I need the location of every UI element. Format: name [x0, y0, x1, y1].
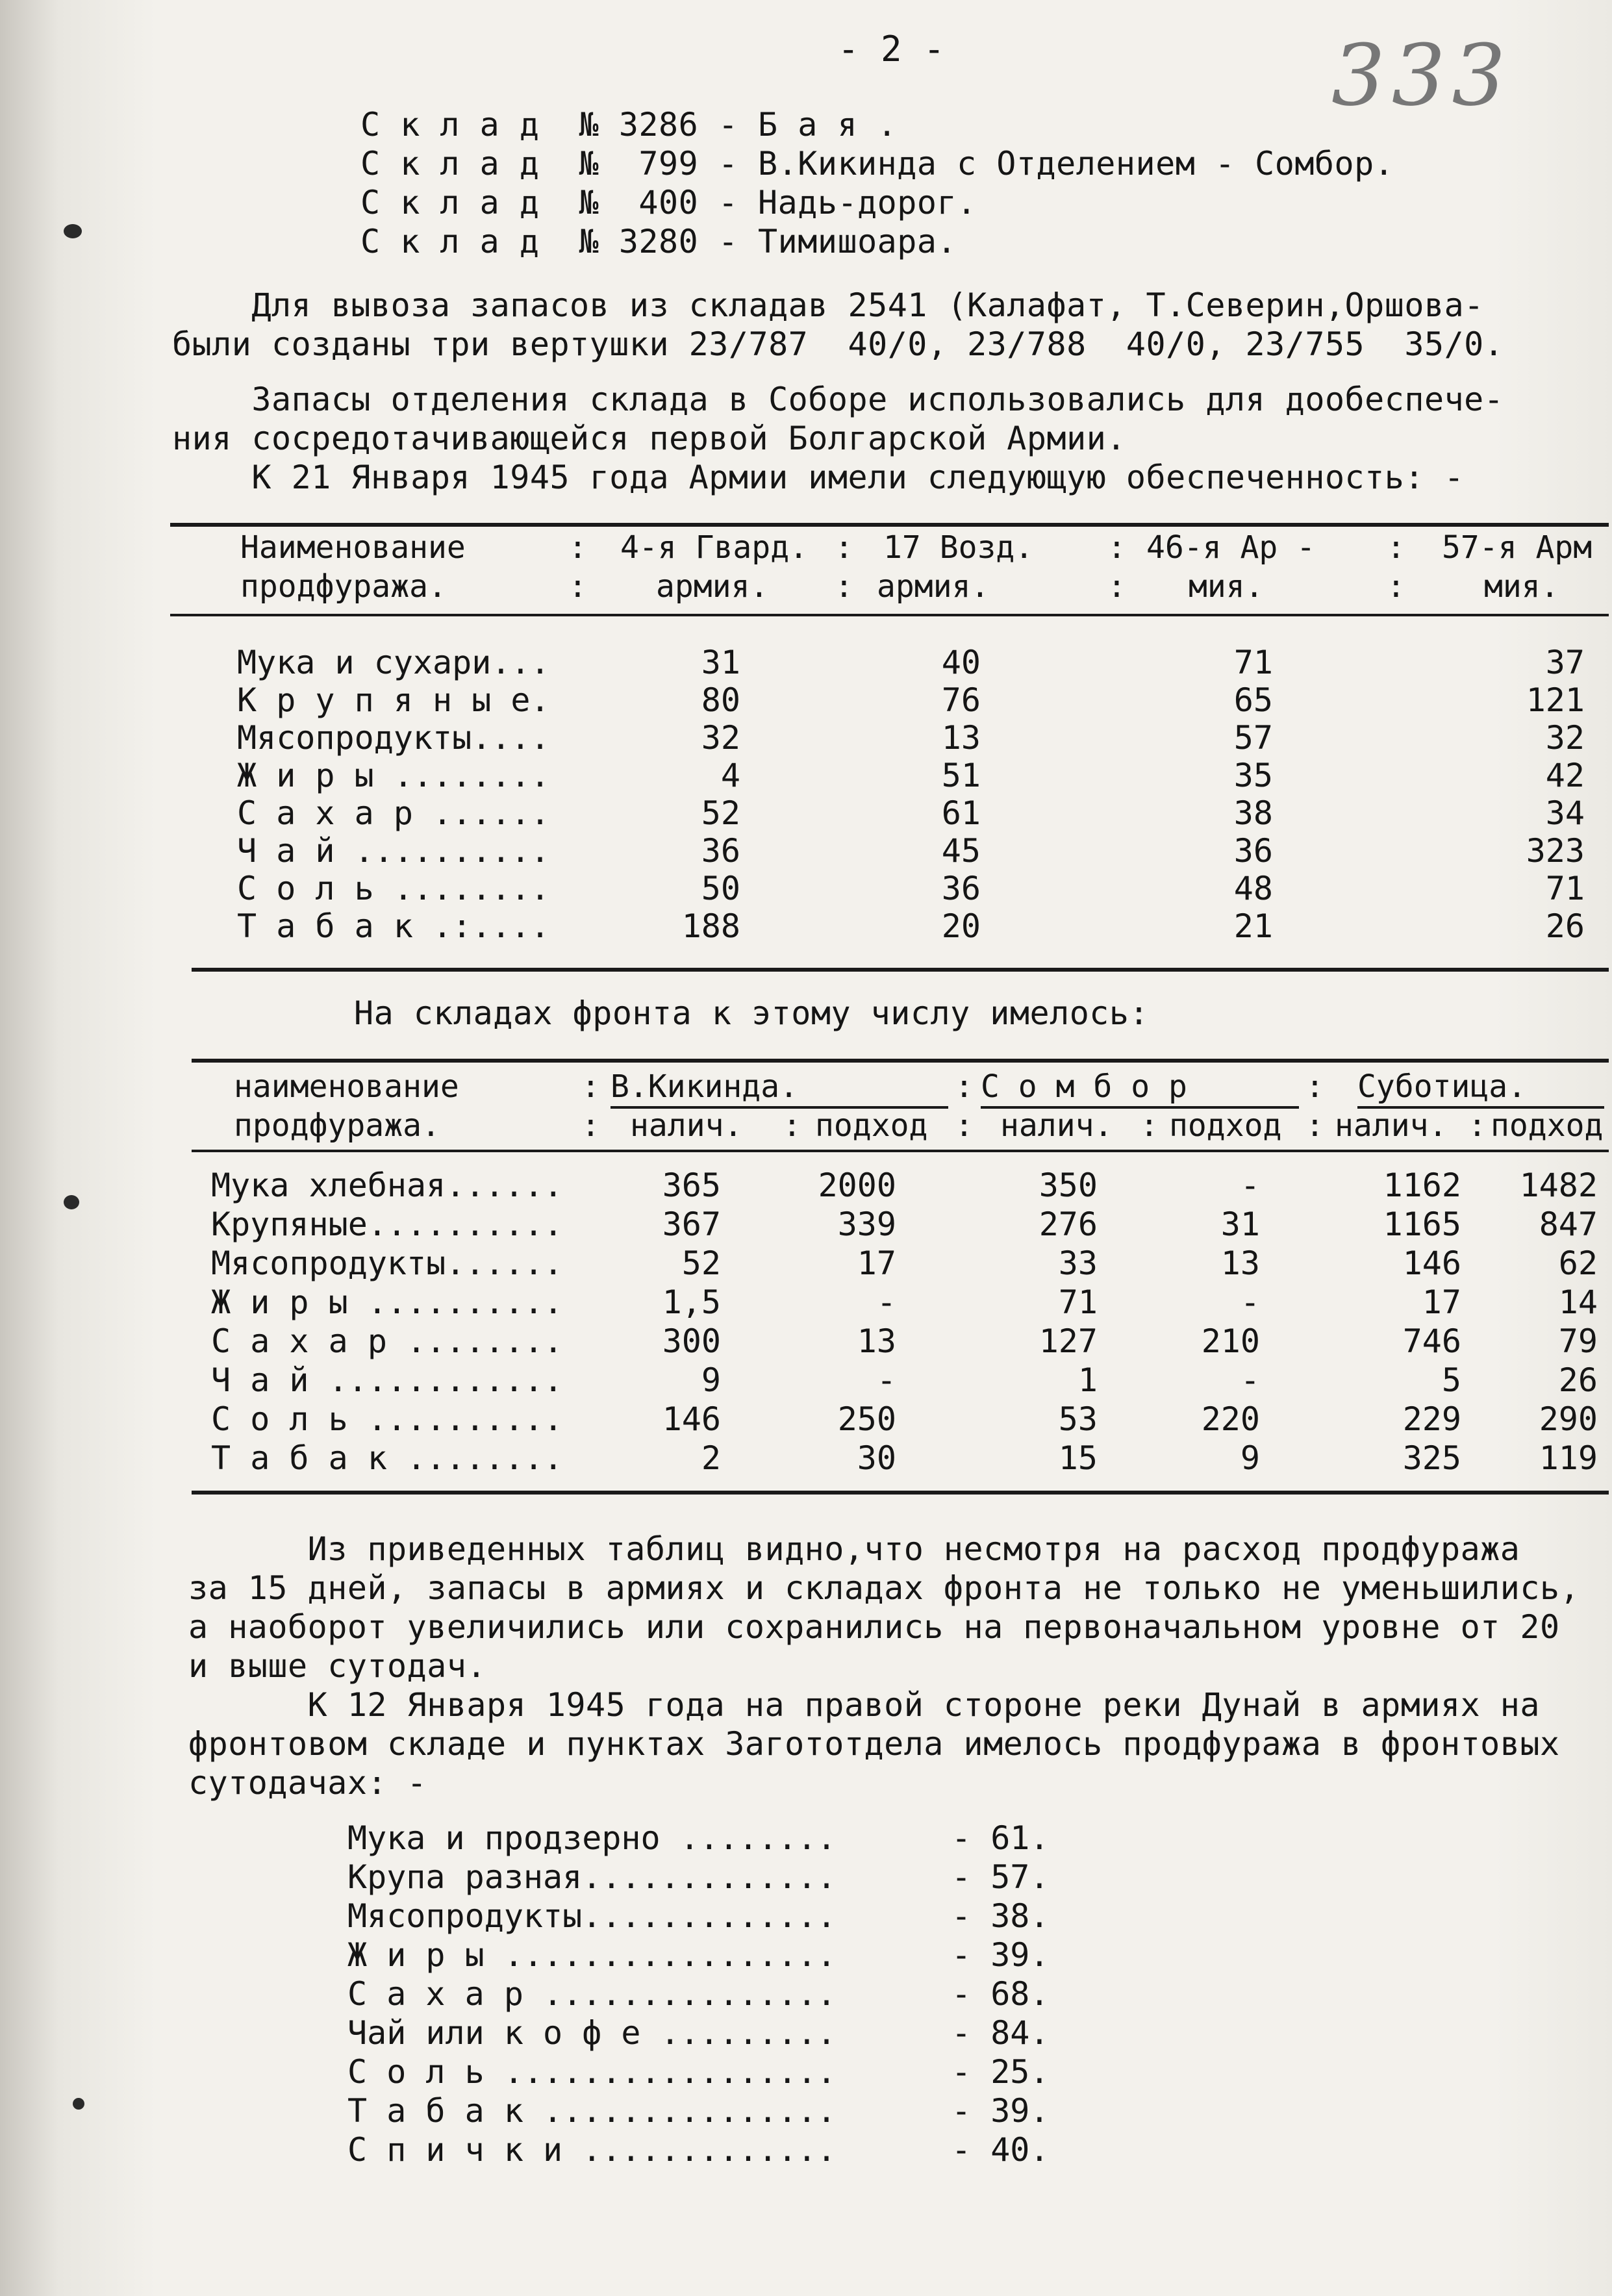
table-cell: 5 [1441, 1361, 1461, 1399]
table-cell: 53 [1058, 1400, 1098, 1438]
punch-hole-mark [64, 224, 82, 238]
table-cell: 20 [941, 907, 981, 945]
table-cell: 51 [941, 757, 981, 794]
table-cell: 48 [1233, 870, 1273, 907]
table-cell: 146 [662, 1400, 721, 1438]
column-separator: : [1107, 568, 1126, 605]
table-cell: 40 [941, 644, 981, 681]
table-header-group: С о м б о р [981, 1068, 1299, 1109]
table-header-subcolumn: подход [1491, 1107, 1604, 1144]
table-cell: 14 [1558, 1283, 1598, 1321]
paragraph-line: К 12 Января 1945 года на правой стороне реки Дунай в армиях на [188, 1686, 1540, 1724]
table-cell: 229 [1402, 1400, 1461, 1438]
table-row-label: Ж и р ы ........ [237, 757, 550, 794]
table-cell: 32 [701, 719, 740, 757]
column-separator: : [835, 529, 853, 566]
punch-hole-mark [73, 2098, 84, 2110]
table-cell: - [1240, 1167, 1260, 1204]
column-separator: : [1468, 1107, 1487, 1144]
table-cell: 79 [1558, 1322, 1598, 1360]
table-rule [192, 1150, 1609, 1152]
depot-line: С к л а д № 3280 - Тимишоара. [360, 223, 957, 260]
table-cell: 17 [857, 1244, 896, 1282]
list-item-label: С а х а р ............... [347, 1975, 837, 2013]
table-header-label: продфуража. [240, 568, 447, 605]
table-cell: 9 [701, 1361, 721, 1399]
table-cell: 42 [1545, 757, 1585, 794]
table-cell: 250 [837, 1400, 896, 1438]
table-cell: 339 [837, 1205, 896, 1243]
table-cell: 71 [1545, 870, 1585, 907]
table-cell: 26 [1558, 1361, 1598, 1399]
list-item-value: - 25. [951, 2053, 1050, 2091]
table-cell: 290 [1539, 1400, 1598, 1438]
table-cell: 76 [941, 681, 981, 719]
paragraph-line: за 15 дней, запасы в армиях и складах фронта не только не уменьшились, [188, 1569, 1580, 1607]
table-header-subcolumn: налич. [1000, 1107, 1113, 1144]
column-separator: : [955, 1068, 974, 1105]
table-header-column: 17 Возд. [883, 529, 1034, 566]
page-number: - 2 - [838, 29, 946, 69]
column-separator: : [955, 1107, 974, 1144]
table-cell: 300 [662, 1322, 721, 1360]
table-cell: 71 [1058, 1283, 1098, 1321]
depot-line: С к л а д № 3286 - Б а я . [360, 106, 898, 144]
column-separator: : [581, 1107, 600, 1144]
table-cell: 1482 [1519, 1167, 1598, 1204]
table-row-label: С о л ь ........ [237, 870, 550, 907]
list-item-value: - 61. [951, 1819, 1050, 1857]
list-item-value: - 57. [951, 1858, 1050, 1896]
paragraph-line: фронтовом складе и пунктах Загототдела имелось продфуража в фронтовых [188, 1725, 1560, 1763]
table-row-label: С а х а р ........ [211, 1322, 563, 1360]
table-row-label: С о л ь .......... [211, 1400, 563, 1438]
table-cell: 210 [1201, 1322, 1260, 1360]
table-cell: 13 [857, 1322, 896, 1360]
column-separator: : [783, 1107, 801, 1144]
paragraph-line: были созданы три вертушки 23/787 40/0, 23/788 40/0, 23/755 35/0. [172, 325, 1504, 363]
table-cell: 847 [1539, 1205, 1598, 1243]
table-cell: 746 [1402, 1322, 1461, 1360]
table-header-column: 4-я Гвард. [620, 529, 808, 566]
table-cell: 220 [1201, 1400, 1260, 1438]
table-cell: 1 [1077, 1361, 1098, 1399]
table-cell: 17 [1422, 1283, 1461, 1321]
table2-intro: На складах фронта к этому числу имелось: [354, 994, 1150, 1032]
table-cell: 350 [1039, 1167, 1098, 1204]
table-cell: 50 [701, 870, 740, 907]
table-row-label: Ч а й .......... [237, 832, 550, 870]
table-row-label: С а х а р ...... [237, 794, 550, 832]
table-cell: 57 [1233, 719, 1273, 757]
list-item-value: - 68. [951, 1975, 1050, 2013]
table-cell: 32 [1545, 719, 1585, 757]
table-cell: 1165 [1383, 1205, 1461, 1243]
table-cell: 36 [701, 832, 740, 870]
list-item-label: С о л ь ................. [347, 2053, 837, 2091]
paragraph-line: а наоборот увеличились или сохранились на первоначальном уровне от 20 [188, 1608, 1560, 1646]
table-cell: 325 [1402, 1439, 1461, 1477]
table-cell: - [876, 1361, 896, 1399]
table-cell: 52 [681, 1244, 721, 1282]
table-cell: 31 [1220, 1205, 1260, 1243]
table-cell: 38 [1233, 794, 1273, 832]
column-separator: : [1387, 529, 1405, 566]
table-cell: 119 [1539, 1439, 1598, 1477]
table-row-label: Ж и р ы .......... [211, 1283, 563, 1321]
paragraph-line: Из приведенных таблиц видно,что несмотря на расход продфуража [188, 1530, 1520, 1568]
table-cell: 71 [1233, 644, 1273, 681]
table-cell: 2000 [818, 1167, 896, 1204]
table-header-column: мия. [1484, 568, 1559, 605]
list-item-value: - 84. [951, 2014, 1050, 2052]
table-cell: 1,5 [662, 1283, 721, 1321]
paragraph-line: ния сосредотачивающейся первой Болгарской Армии. [172, 420, 1126, 457]
table-rule [192, 1059, 1609, 1063]
table-row-label: Мясопродукты.... [237, 719, 550, 757]
table-header-group: В.Кикинда. [611, 1068, 948, 1109]
table-header-subcolumn: налич. [630, 1107, 743, 1144]
list-item-label: Ж и р ы ................. [347, 1936, 837, 1974]
table-row-label: Т а б а к ........ [211, 1439, 563, 1477]
table-cell: 36 [1233, 832, 1273, 870]
table-header-label: продфуража. [234, 1107, 440, 1144]
table-cell: 1162 [1383, 1167, 1461, 1204]
list-item-label: Крупа разная............. [347, 1858, 837, 1896]
paragraph-line: сутодачах: - [188, 1764, 427, 1802]
paragraph-line: Запасы отделения склада в Соборе использовались для дообеспече- [172, 381, 1504, 418]
table-cell: 37 [1545, 644, 1585, 681]
table-cell: 80 [701, 681, 740, 719]
list-item-label: Т а б а к ............... [347, 2092, 837, 2130]
table-rule [170, 523, 1609, 527]
table-cell: 21 [1233, 907, 1273, 945]
column-separator: : [1305, 1107, 1324, 1144]
table-cell: 127 [1039, 1322, 1098, 1360]
table-cell: 4 [720, 757, 740, 794]
table-cell: 367 [662, 1205, 721, 1243]
table-cell: 13 [1220, 1244, 1260, 1282]
table-header-column: армия. [656, 568, 769, 605]
table-cell: 2 [701, 1439, 721, 1477]
table-cell: 30 [857, 1439, 896, 1477]
table-cell: - [1240, 1361, 1260, 1399]
table-row-label: К р у п я н ы е. [237, 681, 550, 719]
paragraph-line: К 21 Января 1945 года Армии имели следующую обеспеченность: - [172, 459, 1465, 496]
archive-number-handwritten: 333 [1331, 26, 1513, 125]
table-cell: 276 [1039, 1205, 1098, 1243]
table-header-label: Наименование [240, 529, 466, 566]
list-item-label: Мука и продзерно ........ [347, 1819, 837, 1857]
column-separator: : [835, 568, 853, 605]
punch-hole-mark [64, 1195, 79, 1209]
table-header-subcolumn: налич. [1335, 1107, 1448, 1144]
table-cell: 13 [941, 719, 981, 757]
column-separator: : [568, 529, 587, 566]
table-cell: 52 [701, 794, 740, 832]
column-separator: : [1140, 1107, 1159, 1144]
list-item-value: - 39. [951, 2092, 1050, 2130]
table-cell: 34 [1545, 794, 1585, 832]
table-header-column: 46-я Ар - [1146, 529, 1316, 566]
table-cell: 31 [701, 644, 740, 681]
table-row-label: Мясопродукты...... [211, 1244, 563, 1282]
depot-line: С к л а д № 400 - Надь-дорог. [360, 184, 977, 221]
table-header-column: 57-я Арм [1442, 529, 1593, 566]
table-cell: 61 [941, 794, 981, 832]
table-header-label: наименование [234, 1068, 459, 1105]
list-item-value: - 40. [951, 2131, 1050, 2169]
table-header-subcolumn: подход [815, 1107, 928, 1144]
paragraph-line: Для вывоза запасов из складав 2541 (Калафат, Т.Северин,Оршова- [172, 286, 1484, 324]
column-separator: : [1107, 529, 1126, 566]
table-cell: 323 [1526, 832, 1585, 870]
depot-line: С к л а д № 799 - В.Кикинда с Отделением - Сомбор. [360, 145, 1394, 183]
table-cell: 65 [1233, 681, 1273, 719]
table-cell: 35 [1233, 757, 1273, 794]
table-row-label: Мука и сухари... [237, 644, 550, 681]
column-separator: : [1305, 1068, 1324, 1105]
table-cell: 146 [1402, 1244, 1461, 1282]
column-separator: : [568, 568, 587, 605]
list-item-label: Мясопродукты............. [347, 1897, 837, 1935]
table-cell: 15 [1058, 1439, 1098, 1477]
table-cell: 188 [681, 907, 740, 945]
table-rule [170, 614, 1609, 616]
table-rule [192, 968, 1609, 972]
list-item-label: С п и ч к и ............. [347, 2131, 837, 2169]
table-cell: 26 [1545, 907, 1585, 945]
table-row-label: Т а б а к .:.... [237, 907, 550, 945]
table-cell: 36 [941, 870, 981, 907]
list-item-value: - 38. [951, 1897, 1050, 1935]
table-header-column: мия. [1189, 568, 1264, 605]
column-separator: : [1387, 568, 1405, 605]
table-cell: 33 [1058, 1244, 1098, 1282]
column-separator: : [581, 1068, 600, 1105]
table-cell: 365 [662, 1167, 721, 1204]
table-cell: - [1240, 1283, 1260, 1321]
table-cell: - [876, 1283, 896, 1321]
table-cell: 62 [1558, 1244, 1598, 1282]
table-header-subcolumn: подход [1169, 1107, 1282, 1144]
table-header-group: Суботица. [1357, 1068, 1604, 1109]
table-row-label: Крупяные.......... [211, 1205, 563, 1243]
table-row-label: Мука хлебная...... [211, 1167, 563, 1204]
table-row-label: Ч а й ............ [211, 1361, 563, 1399]
table-header-column: армия. [877, 568, 990, 605]
list-item-label: Чай или к о ф е ......... [347, 2014, 837, 2052]
table-cell: 45 [941, 832, 981, 870]
table-cell: 121 [1526, 681, 1585, 719]
table-cell: 9 [1240, 1439, 1260, 1477]
paragraph-line: и выше сутодач. [188, 1647, 487, 1685]
table-rule [192, 1491, 1609, 1495]
list-item-value: - 39. [951, 1936, 1050, 1974]
